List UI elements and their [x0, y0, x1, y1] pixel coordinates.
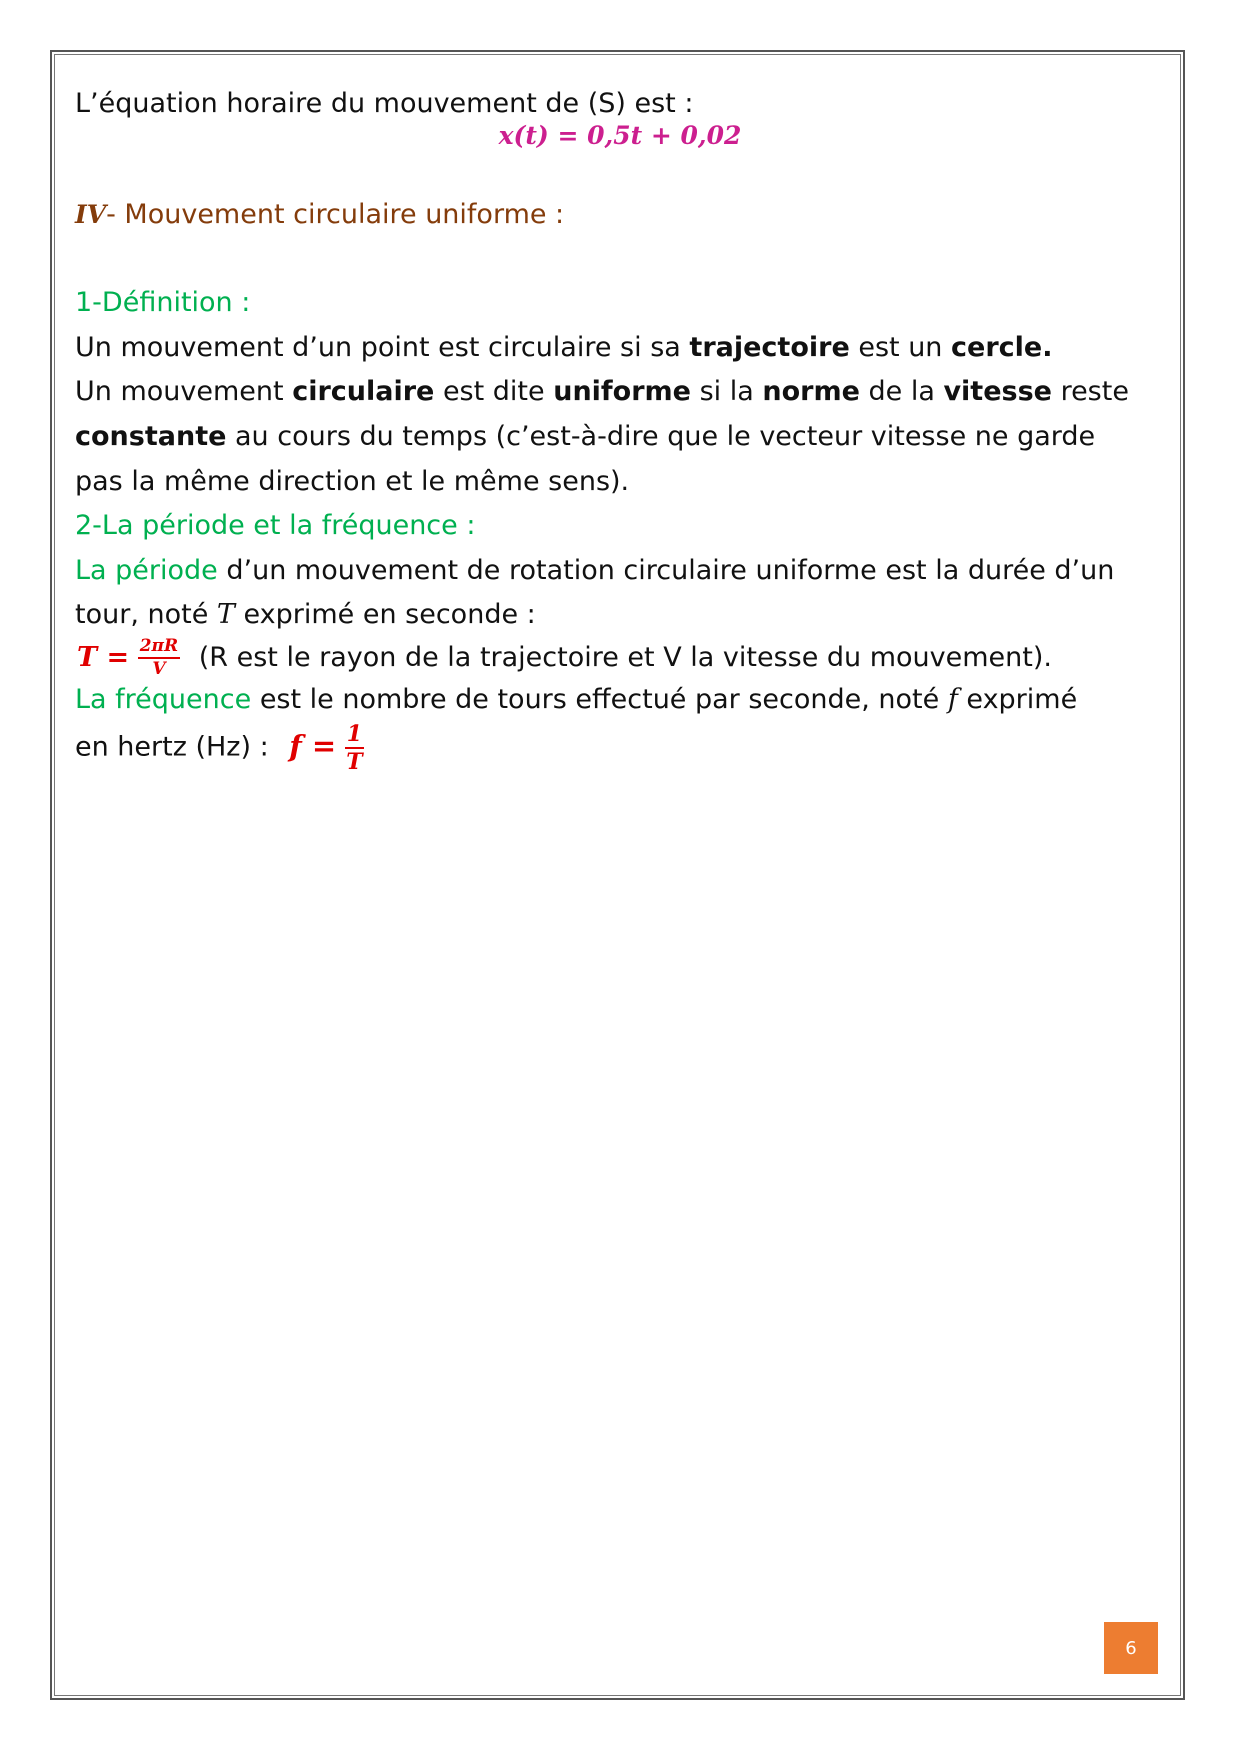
fraction-denominator: V: [152, 659, 166, 680]
frequency-formula-fraction: [345, 721, 364, 776]
text-run: exprimé en seconde :: [234, 599, 536, 631]
period-paragraph-1: [75, 549, 1165, 594]
period-frequency-heading: 2-La période et la fréquence :: [75, 510, 476, 542]
definition-paragraph-1: [75, 326, 1165, 371]
frequency-paragraph-1: [75, 678, 1165, 723]
period-paragraph-2: [75, 593, 1165, 638]
section-iv-heading: [75, 193, 1165, 238]
term-la-periode: La période: [75, 554, 218, 586]
period-formula-line: [75, 638, 1165, 679]
text-run: de la: [859, 376, 944, 408]
bold-term-circulaire: circulaire: [292, 376, 435, 408]
bold-term-uniforme: uniforme: [553, 376, 691, 408]
frequency-formula-lhs: f =: [289, 728, 337, 763]
text-run: est un: [849, 331, 952, 363]
text-run: tour, noté: [75, 599, 217, 631]
definition-heading: 1-Définition :: [75, 287, 251, 319]
text-run: d’un mouvement de rotation circulaire uniforme est la durée d’un: [217, 554, 1115, 586]
bold-term-constante: constante: [75, 420, 227, 452]
bold-term-norme: norme: [762, 376, 860, 408]
text-run: au cours du temps (c’est-à-dire que le vecteur vitesse ne garde: [226, 420, 1096, 452]
symbol-f: f: [947, 684, 958, 716]
text-run: reste: [1051, 376, 1129, 408]
text-run: est le nombre de tours effectué par seconde, noté: [251, 684, 948, 716]
text-run: si la: [690, 376, 763, 408]
period-formula-lhs: T =: [77, 641, 130, 673]
text-run: Un mouvement d’un point est circulaire si sa: [75, 331, 690, 363]
symbol-t: T: [216, 599, 235, 631]
text-run: en hertz (Hz) :: [75, 731, 269, 763]
text-run: est dite: [434, 376, 554, 408]
frequency-formula-line: [75, 721, 1165, 776]
fraction-numerator: 1: [346, 721, 363, 748]
section-iv-title: - Mouvement circulaire uniforme :: [106, 198, 565, 230]
definition-paragraph-4: pas la même direction et le même sens).: [75, 465, 630, 497]
term-la-frequence: La fréquence: [75, 684, 252, 716]
bold-term-cercle: cercle.: [951, 331, 1053, 363]
section-iv-numeral: IV: [75, 199, 107, 229]
intro-text: L’équation horaire du mouvement de (S) est :: [75, 88, 694, 119]
text-run: exprimé: [957, 684, 1078, 716]
fraction-denominator: T: [346, 749, 363, 776]
equation-x-of-t: x(t) = 0,5t + 0,02: [498, 120, 742, 150]
bold-term-vitesse: vitesse: [943, 376, 1052, 408]
period-formula-fraction: [138, 638, 180, 678]
definition-paragraph-3: [75, 415, 1165, 460]
bold-term-trajectoire: trajectoire: [689, 331, 850, 363]
fraction-numerator: 2πR: [138, 638, 180, 659]
definition-paragraph-2: [75, 370, 1165, 415]
document-body: [75, 82, 1165, 776]
text-run: Un mouvement: [75, 376, 293, 408]
page-number-badge: 6: [1104, 1622, 1158, 1674]
period-formula-note: (R est le rayon de la trajectoire et V la vitesse du mouvement).: [198, 641, 1052, 673]
